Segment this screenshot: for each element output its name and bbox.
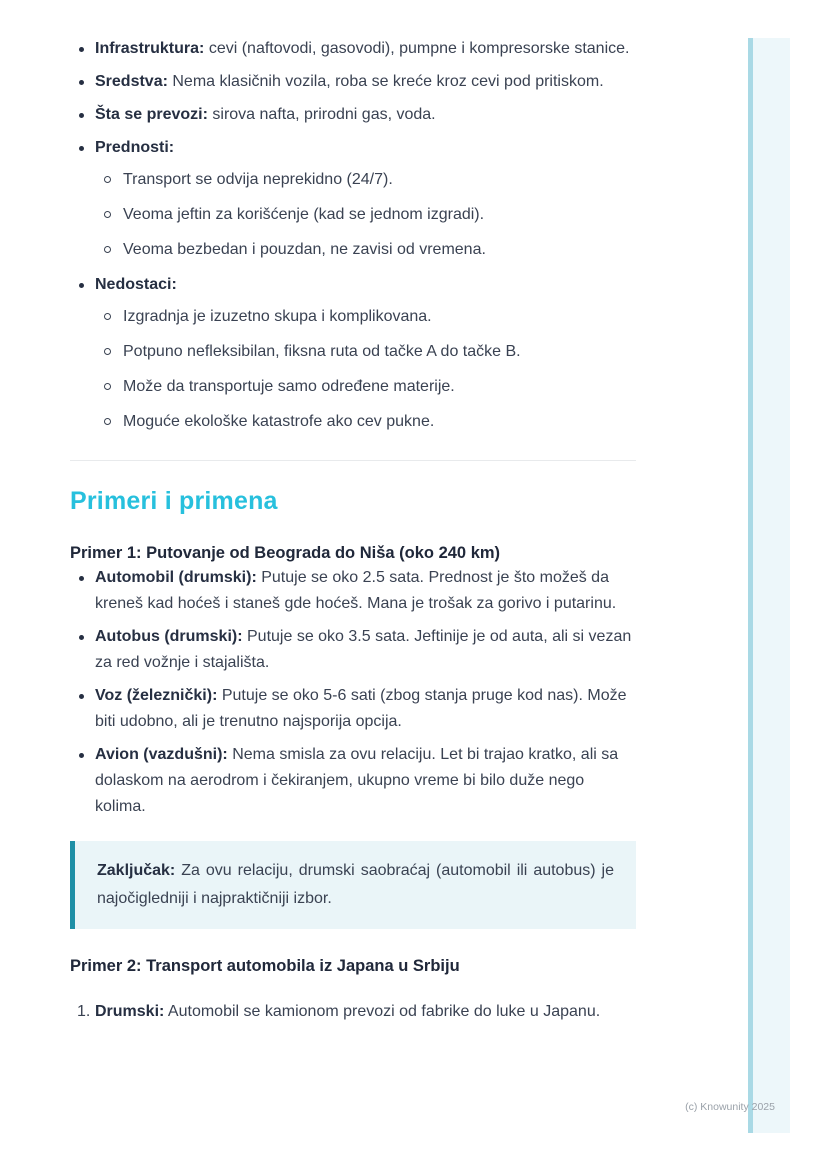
sub-list-item: Može da transportuje samo određene materije. (95, 374, 636, 400)
advantages-sublist (95, 167, 636, 263)
list-item-number: 1. (77, 1003, 91, 1020)
sub-list-item: Izgradnja je izuzetno skupa i komplikovana. (95, 304, 636, 330)
list-item-label: Sredstva: (95, 73, 168, 90)
list-item-text: sirova nafta, prirodni gas, voda. (212, 106, 436, 123)
list-item-label: Autobus (drumski): (95, 628, 243, 645)
list-item-text: Putuje se oko 2.5 sata. Prednost je što možeš da kreneš kad hoćeš i staneš gde hoćeš. Mana je trošak za gorivo i putarinu. (95, 569, 617, 612)
list-item (70, 272, 636, 435)
list-item (70, 683, 636, 735)
section-heading: Primeri i primena (70, 487, 278, 515)
sub-list-item: Transport se odvija neprekidno (24/7). (95, 167, 636, 193)
list-item (70, 69, 636, 95)
list-item-label: Prednosti: (95, 139, 175, 156)
list-item-text: Automobil se kamionom prevozi od fabrike do luke u Japanu. (167, 1003, 601, 1020)
conclusion-callout (70, 841, 636, 929)
list-item-label: Nedostaci: (95, 276, 177, 293)
callout-text: Za ovu relaciju, drumski saobraćaj (automobil ili autobus) je najočigledniji i najpraktičniji izbor. (97, 862, 614, 907)
list-item (70, 565, 636, 617)
list-item-label: Automobil (drumski): (95, 569, 257, 586)
list-item-text: Putuje se oko 5-6 sati (zbog stanja pruge kod nas). Može biti udobno, ali je trenutno najsporija opcija. (95, 687, 627, 730)
copyright-note: (c) Knowunity 2025 (685, 1101, 775, 1113)
list-item-label: Šta se prevozi: (95, 106, 208, 123)
example1-options-list (70, 565, 636, 820)
list-item-text: Nema klasičnih vozila, roba se kreće kroz cevi pod pritiskom. (172, 73, 604, 90)
example2-title: Primer 2: Transport automobila iz Japana u Srbiju (70, 957, 460, 975)
pipeline-facts-list (70, 36, 636, 435)
sub-list-item: Potpuno nefleksibilan, fiksna ruta od tačke A do tačke B. (95, 339, 636, 365)
example1-title: Primer 1: Putovanje od Beograda do Niša (oko 240 km) (70, 544, 501, 562)
list-item-text: Putuje se oko 3.5 sata. Jeftinije je od auta, ali si vezan za red vožnje i stajališta. (95, 628, 632, 671)
disadvantages-sublist (95, 304, 636, 435)
numbered-list-item (70, 999, 636, 1025)
sub-list-item: Veoma jeftin za korišćenje (kad se jednom izgradi). (95, 202, 636, 228)
list-item (70, 135, 636, 263)
list-item-label: Avion (vazdušni): (95, 746, 228, 763)
list-item-label: Voz (železnički): (95, 687, 218, 704)
list-item-label: Drumski: (95, 1003, 165, 1020)
list-item (70, 36, 636, 62)
list-item-text: cevi (naftovodi, gasovodi), pumpne i kompresorske stanice. (208, 40, 630, 57)
list-item-text: Nema smisla za ovu relaciju. Let bi trajao kratko, ali sa dolaskom na aerodrom i čekiranjem, ukupno vreme bi bilo duže nego kolima. (95, 746, 619, 815)
callout-label: Zaključak: (97, 862, 176, 879)
list-item-label: Infrastruktura: (95, 40, 205, 57)
page-edge-highlight-bar (748, 38, 790, 1133)
section-divider (70, 460, 636, 461)
sub-list-item: Moguće ekološke katastrofe ako cev pukne. (95, 409, 636, 435)
sub-list-item: Veoma bezbedan i pouzdan, ne zavisi od vremena. (95, 237, 636, 263)
example2-steps-list (70, 999, 636, 1025)
list-item (70, 742, 636, 820)
list-item (70, 102, 636, 128)
list-item (70, 624, 636, 676)
document-content (70, 36, 636, 1032)
